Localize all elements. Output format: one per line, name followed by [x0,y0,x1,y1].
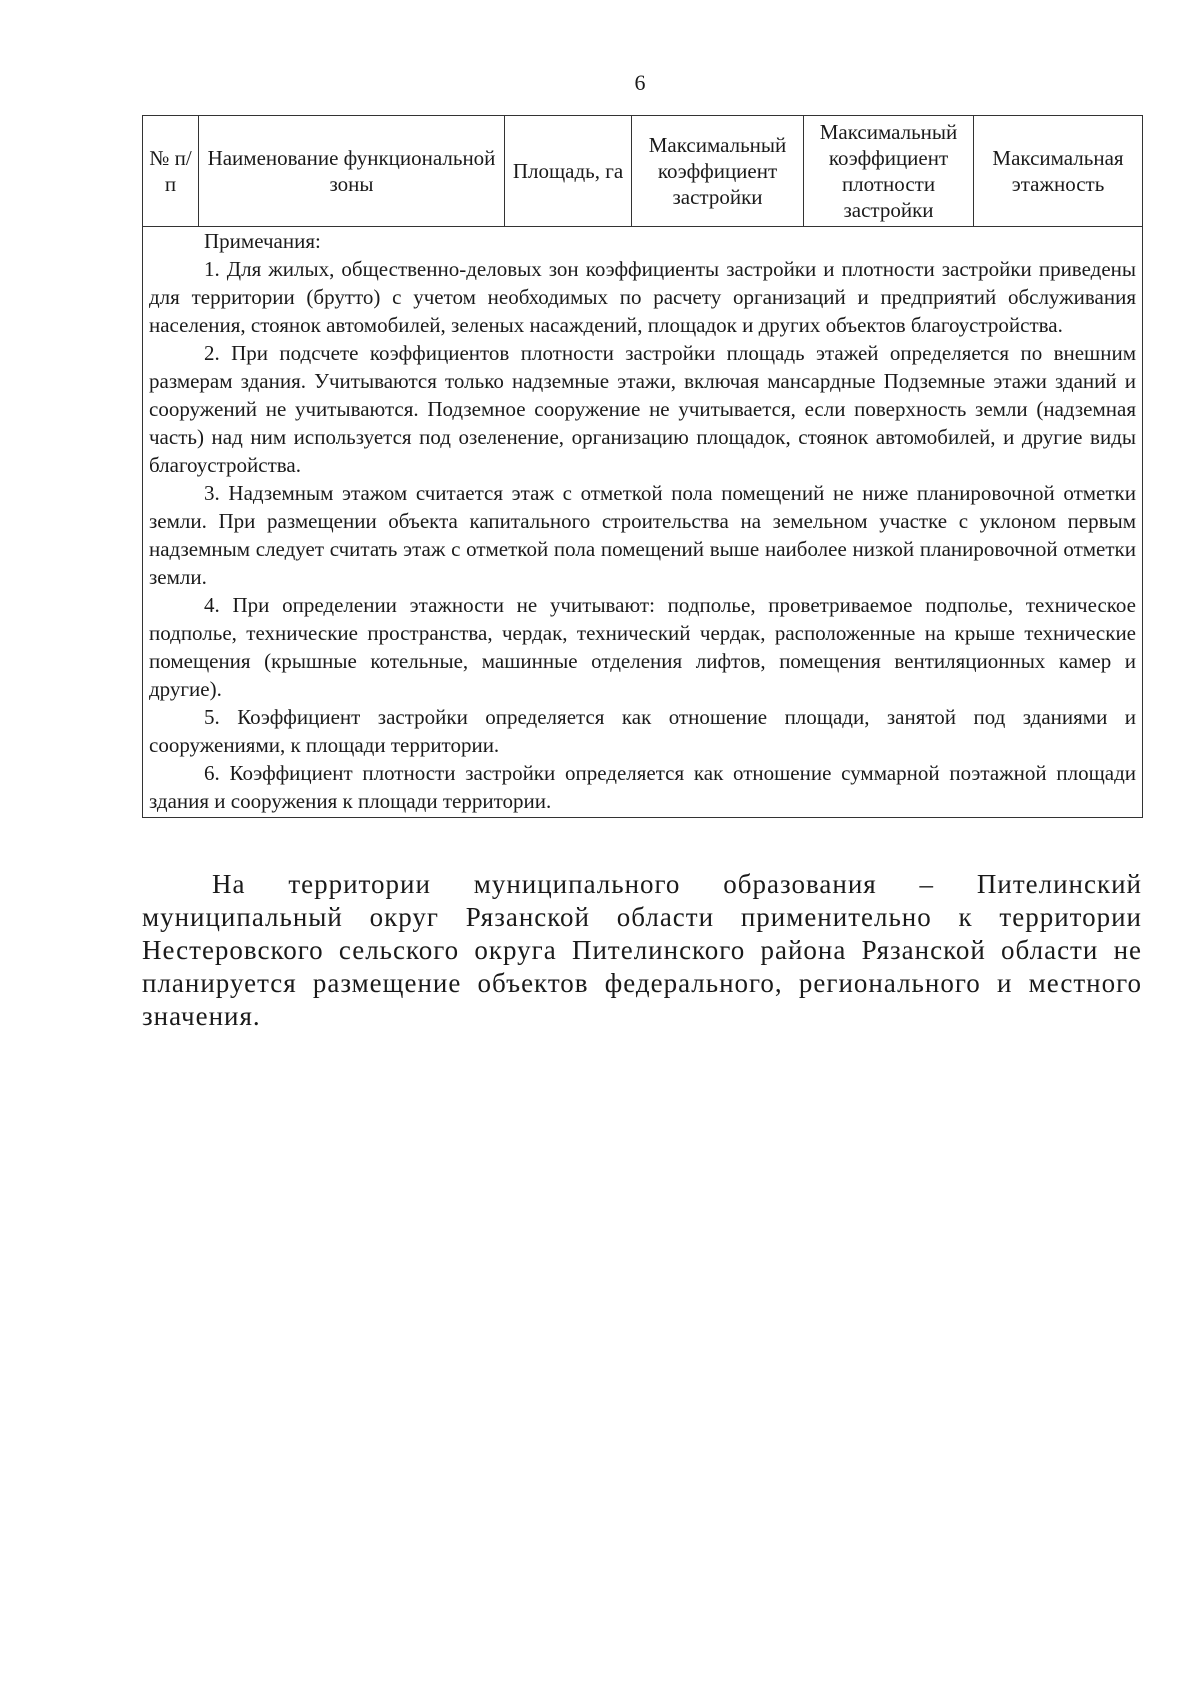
note-item: 4. При определении этажности не учитывают: подполье, проветриваемое подполье, техническое подполье, технические пространства, чердак, технический чердак, расположенные на крыше технические помещения (крышные котельные, машинные отделения лифтов, помещения вентиляционных камер и другие). [149,593,1136,701]
table-notes-row [143,227,1143,818]
main-paragraph: На территории муниципального образования – Пителинский муниципальный округ Рязанской области применительно к территории Нестеровского сельского округа Пителинского района Рязанской области не планируется размещение объектов федерального, регионального и местного значения. [142,869,1142,1031]
notes-heading: Примечания: [204,229,321,253]
note-item: 6. Коэффициент плотности застройки определяется как отношение суммарной поэтажной площади здания и сооружения к площади территории. [149,761,1136,813]
zones-table [142,115,1143,818]
table-header-row [143,116,1143,227]
header-number: № п/п [143,116,199,227]
note-item: 3. Надземным этажом считается этаж с отметкой пола помещений не ниже планировочной отметки земли. При размещении объекта капитального строительства на земельном участке с уклоном первым надземным следует считать этаж с отметкой пола помещений выше наиболее низкой планировочной отметки земли. [149,481,1136,589]
header-zone-name: Наименование функциональной зоны [199,116,505,227]
note-item: 2. При подсчете коэффициентов плотности застройки площадь этажей определяется по внешним размерам здания. Учитываются только надземные этажи, включая мансардные Подземные этажи зданий и сооружений не учитываются. Подземное сооружение не учитывается, если поверхность земли (надземная часть) над ним используется под озеленение, организацию площадок, стоянок автомобилей, и другие виды благоустройства. [149,341,1136,477]
header-max-building-ratio: Максимальный коэффициент застройки [632,116,804,227]
page-number: 6 [634,70,646,95]
note-item: 5. Коэффициент застройки определяется как отношение площади, занятой под зданиями и сооружениями, к площади территории. [149,705,1136,757]
header-area: Площадь, га [505,116,632,227]
note-item: 1. Для жилых, общественно-деловых зон коэффициенты застройки и плотности застройки приведены для территории (брутто) с учетом необходимых по расчету организаций и предприятий обслуживания населения, стоянок автомобилей, зеленых насаждений, площадок и других объектов благоустройства. [149,257,1136,337]
header-max-floors: Максимальная этажность [974,116,1143,227]
notes-cell [143,227,1143,818]
header-max-density-ratio: Максимальный коэффициент плотности застройки [804,116,974,227]
